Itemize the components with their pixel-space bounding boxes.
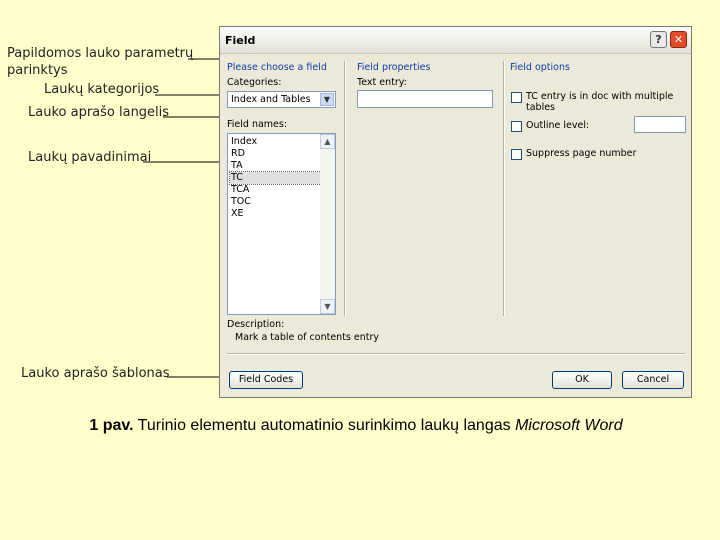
field-name-item[interactable]: TC: [230, 172, 321, 184]
dialog-titlebar: [220, 27, 691, 54]
description-label: Description:: [227, 319, 285, 330]
multiple-tables-checkbox[interactable]: [511, 92, 522, 103]
field-names-list[interactable]: [227, 133, 336, 315]
scroll-down-icon[interactable]: ▼: [320, 299, 335, 314]
annotation-field-names: Laukų pavadinimai: [28, 150, 152, 165]
multiple-tables-label: TC entry is in doc with multiple tables: [526, 91, 674, 113]
chevron-down-icon[interactable]: ▼: [320, 93, 334, 106]
dialog-title: Field: [225, 34, 256, 47]
annotation-field-options-line2: parinktys: [7, 63, 68, 78]
field-codes-button[interactable]: Field Codes: [229, 371, 303, 389]
text-entry-label: Text entry:: [357, 77, 407, 88]
annotation-field-options-line1: Papildomos lauko parametrų: [7, 46, 194, 61]
outline-level-label: Outline level:: [526, 120, 590, 131]
categories-value: Index and Tables: [231, 94, 311, 105]
field-name-item[interactable]: TOC: [231, 196, 251, 207]
choose-field-heading: Please choose a field: [227, 62, 327, 73]
outline-level-input[interactable]: [634, 116, 686, 133]
field-name-item[interactable]: TCA: [231, 184, 250, 195]
field-name-item[interactable]: RD: [231, 148, 245, 159]
annotation-text-entry: Lauko aprašo langelis: [28, 105, 170, 120]
caption-text: Turinio elementu automatinio surinkimo laukų langas: [133, 417, 516, 434]
column-separator-left: [344, 61, 346, 316]
description-text: Mark a table of contents entry: [235, 332, 380, 343]
categories-dropdown[interactable]: [227, 91, 336, 108]
caption-prefix: 1 pav.: [89, 417, 134, 434]
field-properties-heading: Field properties: [357, 62, 431, 73]
outline-level-checkbox[interactable]: [511, 121, 522, 132]
cancel-button[interactable]: Cancel: [622, 371, 684, 389]
help-button[interactable]: ?: [650, 31, 667, 48]
suppress-page-checkbox[interactable]: [511, 149, 522, 160]
column-separator-right: [503, 61, 505, 316]
close-button[interactable]: ✕: [670, 31, 687, 48]
field-dialog: [219, 26, 692, 398]
field-names-label: Field names:: [227, 119, 288, 130]
list-scrollbar[interactable]: [320, 134, 335, 314]
categories-label: Categories:: [227, 77, 282, 88]
scroll-up-icon[interactable]: ▲: [320, 134, 335, 149]
text-entry-input[interactable]: [357, 90, 493, 108]
suppress-page-label: Suppress page number: [526, 148, 637, 159]
field-options-heading: Field options: [510, 62, 570, 73]
caption-italic: Microsoft Word: [515, 417, 623, 434]
field-name-item[interactable]: XE: [231, 208, 244, 219]
annotation-categories: Laukų kategorijos: [44, 82, 160, 97]
bottom-divider: [227, 353, 685, 355]
figure-caption: [0, 417, 712, 435]
field-name-item[interactable]: TA: [231, 160, 243, 171]
ok-button[interactable]: OK: [552, 371, 612, 389]
field-name-item[interactable]: Index: [231, 136, 258, 147]
annotation-field-codes: Lauko aprašo šablonas: [21, 366, 170, 381]
